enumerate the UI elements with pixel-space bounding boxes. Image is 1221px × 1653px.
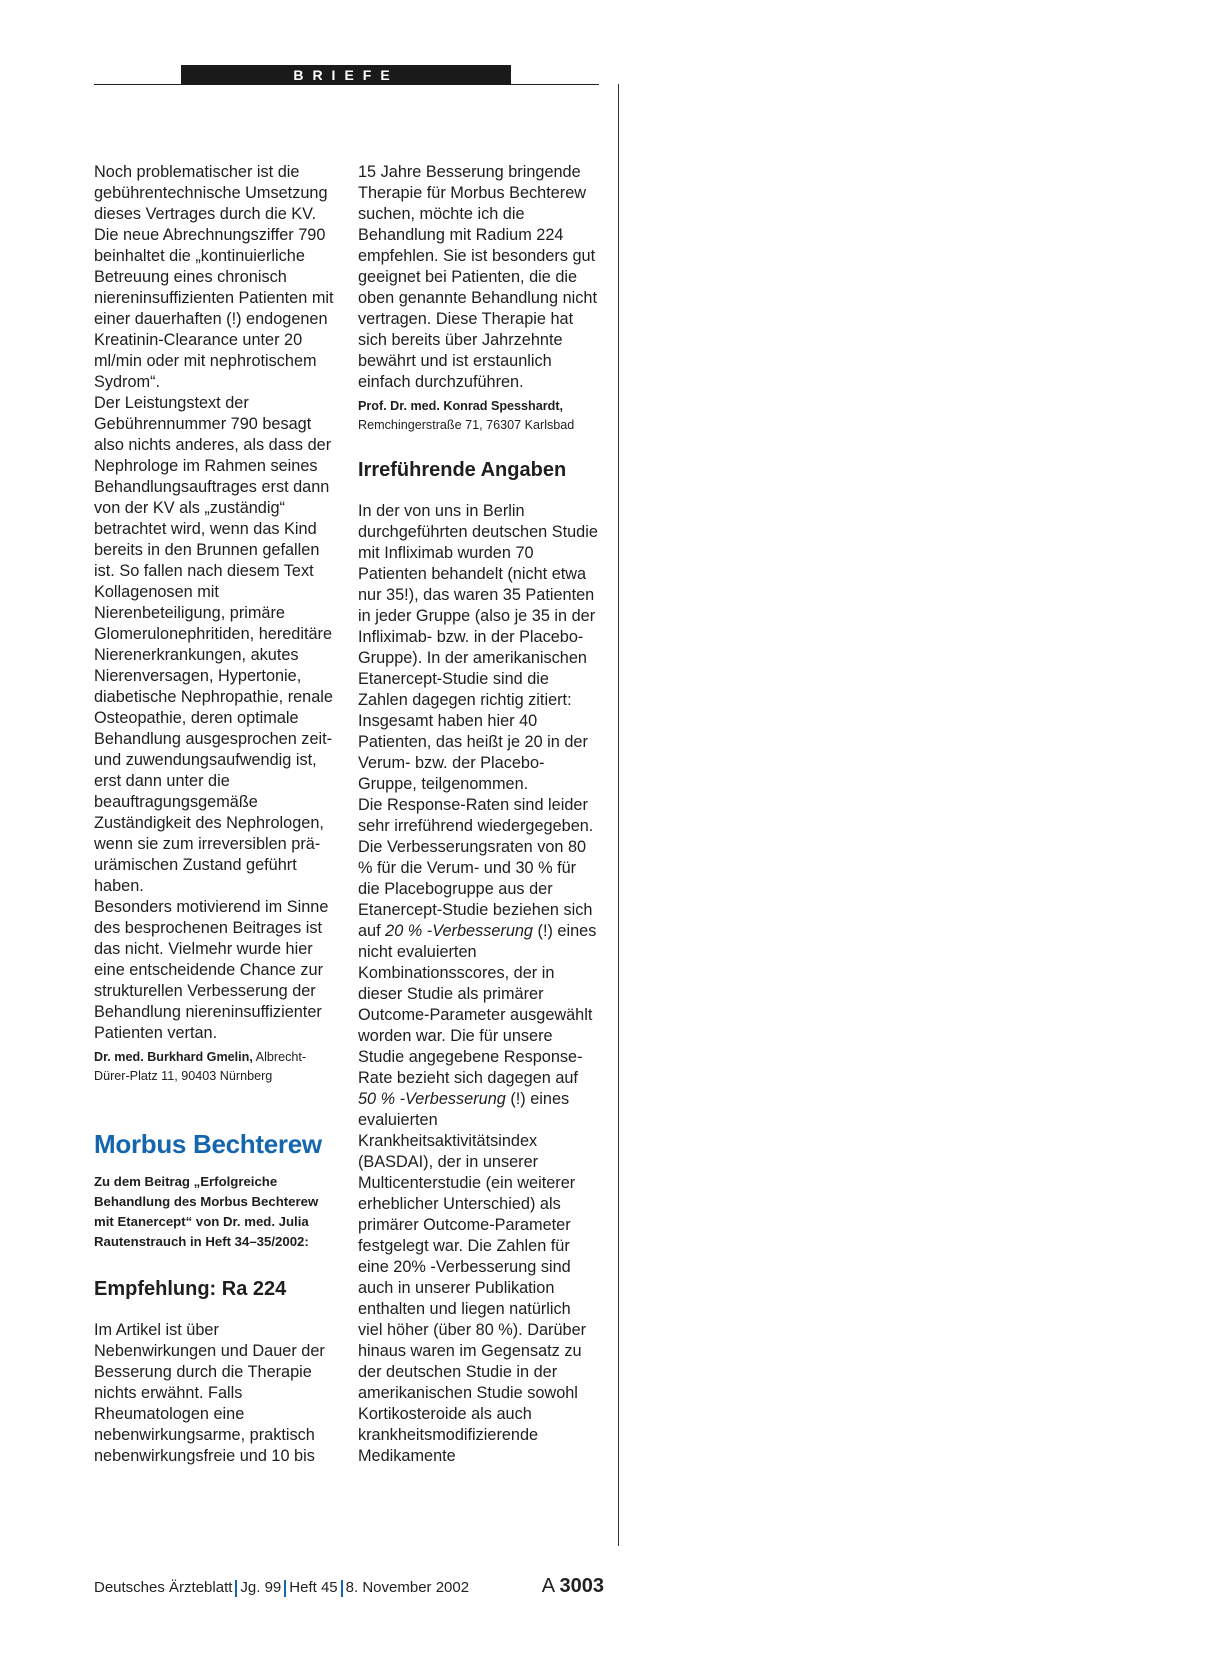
paragraph: Im Artikel ist über Nebenwirkungen und Dauer der Besserung durch die Therapie nichts erwähnt. Falls Rheumatologen eine nebenwirkungsarme, praktisch nebenwirkungsfreie und 10 bis bbox=[94, 1321, 325, 1465]
page-prefix: A bbox=[541, 1575, 560, 1597]
letter-headline: Empfehlung: Ra 224 bbox=[94, 1278, 287, 1300]
text-run: (!) eines nicht evaluierten Kombinationsscores, der in dieser Studie als primärer Outcome-Parameter ausgewählt worden war. Die für unsere Studie angegebene Response-Rate bezieht sich dagegen auf bbox=[358, 922, 597, 1087]
footer-separator bbox=[235, 1580, 237, 1597]
footer-separator bbox=[341, 1580, 343, 1597]
left-column bbox=[94, 162, 334, 1467]
paragraph: Besonders motivierend im Sinne des besprochenen Beitrages ist das nicht. Vielmehr wurde hier eine entscheidende Chance zur strukturellen Verbesserung der Behandlung niereninsuffizienter Patienten vertan. bbox=[94, 898, 329, 1042]
paragraph: Noch problematischer ist die gebührentechnische Umsetzung dieses Vertrages durch die KV. Die neue Abrechnungsziffer 790 beinhaltet die „kontinuierliche Betreuung eines chronisch niereninsuffizienten Patienten mit einer dauerhaften (!) endogenen Kreatinin-Clearance unter 20 ml/min oder mit nephrotischem Sydrom“. bbox=[94, 163, 334, 391]
page-footer bbox=[94, 1576, 604, 1600]
right-column bbox=[358, 162, 598, 1467]
signature-name: Dr. med. Burkhard Gmelin, bbox=[94, 1050, 253, 1064]
text-run: (!) eines evaluierten Krankheitsaktivitätsindex (BASDAI), der in unserer Multicenterstudie (ein weiterer erheblicher Unterschied) als primärer Outcome-Parameter festgelegt war. Die Zahlen für eine 20% -Verbesserung sind auch in unserer Publikation enthalten und liegen natürlich viel höher (über 80 %). Darüber hinaus waren im Gegensatz zu der deutschen Studie in der amerikanischen Studie sowohl Kortikosteroide als auch krankheitsmodifizierende Medikamente bbox=[358, 1090, 587, 1465]
emphasis: 20 % -Verbesserung bbox=[385, 922, 533, 940]
signature-address: Albrecht-Dürer-Platz 11, 90403 Nürnberg bbox=[94, 1050, 307, 1083]
paragraph bbox=[358, 795, 598, 1467]
journal-volume: Jg. 99 bbox=[240, 1579, 282, 1596]
issue-date: 8. November 2002 bbox=[345, 1579, 470, 1596]
signature-name: Prof. Dr. med. Konrad Spesshardt, bbox=[358, 399, 564, 413]
letter-signature bbox=[358, 397, 598, 435]
column-rule bbox=[618, 84, 619, 1546]
footer-separator bbox=[284, 1580, 286, 1597]
signature-address: Remchingerstraße 71, 76307 Karlsbad bbox=[358, 418, 575, 432]
letter-signature bbox=[94, 1048, 334, 1086]
page-number bbox=[542, 1574, 604, 1598]
paragraph: Der Leistungstext der Gebührennummer 790 besagt also nichts anderes, als dass der Nephrologe im Rahmen seines Behandlungsauftrages erst dann von der KV als „zuständig“ betrachtet wird, wenn das Kind bereits in den Brunnen gefallen ist. So fallen nach diesem Text Kollagenosen mit Nierenbeteiligung, primäre Glomerulonephritiden, hereditäre Nierenerkrankungen, akutes Nierenversagen, Hypertonie, diabetische Nephropathie, renale Osteopathie, deren optimale Behandlung ausgesprochen zeit- und zuwendungsaufwendig ist, erst dann unter die beauftragungsgemäße Zuständigkeit des Nephrologen, wenn sie zum irreversiblen prä-urämischen Zustand geführt haben. bbox=[94, 394, 333, 895]
topic-title: Morbus Bechterew bbox=[94, 1129, 322, 1159]
text-run: Die Response-Raten sind leider sehr irreführend wiedergegeben. Die Verbesserungsraten von 80 % für die Verum- und 30 % für die Placebogruppe aus der Etanercept-Studie beziehen sich auf bbox=[358, 796, 594, 940]
letter-headline: Irreführende Angaben bbox=[358, 459, 567, 481]
paragraph: In der von uns in Berlin durchgeführten deutschen Studie mit Infliximab wurden 70 Patienten behandelt (nicht etwa nur 35!), das waren 35 Patienten in jeder Gruppe (also je 35 in der Infliximab- bzw. in der Placebo-Gruppe). In der amerikanischen Etanercept-Studie sind die Zahlen dagegen richtig zitiert: Insgesamt haben hier 40 Patienten, das heißt je 20 in der Verum- bzw. der Placebo-Gruppe, teilgenommen. bbox=[358, 502, 598, 793]
journal-issue: Heft 45 bbox=[289, 1579, 338, 1596]
journal-name: Deutsches Ärzteblatt bbox=[94, 1579, 233, 1596]
section-label: BRIEFE bbox=[181, 65, 511, 85]
page-number-value: 3003 bbox=[559, 1575, 604, 1597]
topic-intro: Zu dem Beitrag „Erfolgreiche Behandlung des Morbus Bechterew mit Etanercept“ von Dr. med. Julia Rautenstrauch in Heft 34–35/2002: bbox=[94, 1174, 319, 1249]
paragraph: 15 Jahre Besserung bringende Therapie für Morbus Bechterew suchen, möchte ich die Behandlung mit Radium 224 empfehlen. Sie ist besonders gut geeignet bei Patienten, die die oben genannte Behandlung nicht vertragen. Diese Therapie hat sich bereits über Jahrzehnte bewährt und ist erstaunlich einfach durchzuführen. bbox=[358, 163, 598, 391]
emphasis: 50 % -Verbesserung bbox=[358, 1090, 506, 1108]
